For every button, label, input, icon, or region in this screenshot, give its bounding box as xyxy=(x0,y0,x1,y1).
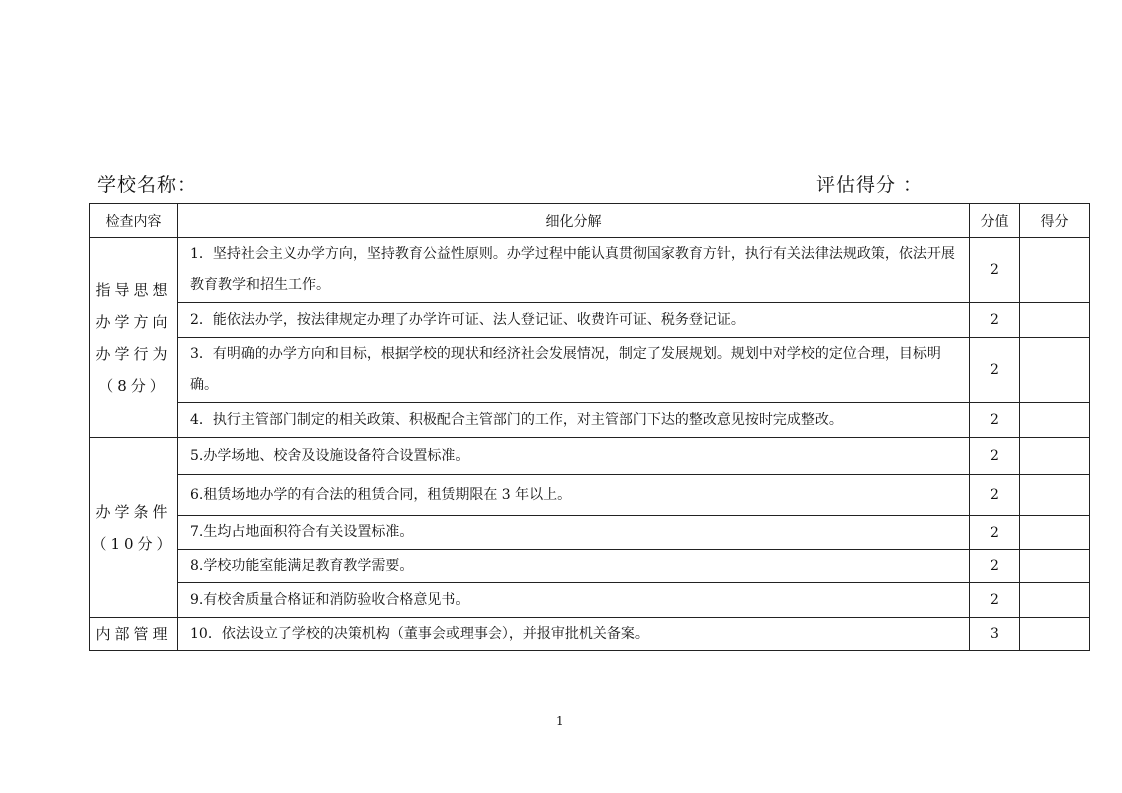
table-row xyxy=(90,516,1090,550)
value-cell: 3 xyxy=(970,618,1020,651)
value-cell: 2 xyxy=(970,338,1020,403)
category-cell xyxy=(90,238,178,438)
score-cell[interactable] xyxy=(1020,403,1090,438)
detail-cell: 7.生均占地面积符合有关设置标准。 xyxy=(178,516,970,550)
value-cell: 2 xyxy=(970,583,1020,618)
detail-cell: 5.办学场地、校舍及设施设备符合设置标准。 xyxy=(178,438,970,475)
value-cell: 2 xyxy=(970,475,1020,516)
school-name-label: 学校名称： xyxy=(97,174,198,196)
column-header-detail: 细化分解 xyxy=(178,204,970,238)
value-cell: 2 xyxy=(970,403,1020,438)
table-row xyxy=(90,438,1090,475)
score-cell[interactable] xyxy=(1020,338,1090,403)
category-line: 办学行为 xyxy=(95,344,172,363)
score-cell[interactable] xyxy=(1020,618,1090,651)
score-cell[interactable] xyxy=(1020,550,1090,583)
table-row xyxy=(90,618,1090,651)
value-cell: 2 xyxy=(970,516,1020,550)
score-cell[interactable] xyxy=(1020,583,1090,618)
detail-cell: 4．执行主管部门制定的相关政策、积极配合主管部门的工作，对主管部门下达的整改意见按时完成整改。 xyxy=(178,403,970,438)
table-row xyxy=(90,550,1090,583)
score-cell[interactable] xyxy=(1020,516,1090,550)
evaluation-table xyxy=(89,203,1090,651)
score-cell[interactable] xyxy=(1020,303,1090,338)
evaluation-score-label: 评估得分 ： xyxy=(816,174,924,196)
category-line: 内部管理 xyxy=(95,625,172,643)
category-cell xyxy=(90,438,178,618)
detail-cell: 3．有明确的办学方向和目标，根据学校的现状和经济社会发展情况，制定了发展规划。规划中对学校的定位合理，目标明确。 xyxy=(178,338,970,403)
detail-cell: 9.有校舍质量合格证和消防验收合格意见书。 xyxy=(178,583,970,618)
table-row xyxy=(90,403,1090,438)
column-header-score: 得分 xyxy=(1020,204,1090,238)
column-header-value: 分值 xyxy=(970,204,1020,238)
column-header-category: 检查内容 xyxy=(90,204,178,238)
detail-cell: 8.学校功能室能满足教育教学需要。 xyxy=(178,550,970,583)
category-line: 指导思想 xyxy=(95,280,172,299)
value-cell: 2 xyxy=(970,303,1020,338)
score-cell[interactable] xyxy=(1020,238,1090,303)
category-line: （10分） xyxy=(91,534,176,553)
score-cell[interactable] xyxy=(1020,475,1090,516)
value-cell: 2 xyxy=(970,438,1020,475)
category-line: 办学方向 xyxy=(95,312,172,331)
table-row xyxy=(90,583,1090,618)
detail-cell: 6.租赁场地办学的有合法的租赁合同，租赁期限在 3 年以上。 xyxy=(178,475,970,516)
detail-cell: 2．能依法办学，按法律规定办理了办学许可证、法人登记证、收费许可证、税务登记证。 xyxy=(178,303,970,338)
table-row xyxy=(90,238,1090,303)
value-cell: 2 xyxy=(970,550,1020,583)
category-cell xyxy=(90,618,178,651)
score-cell[interactable] xyxy=(1020,438,1090,475)
table-row xyxy=(90,303,1090,338)
table-row xyxy=(90,475,1090,516)
table-header-row xyxy=(90,204,1090,238)
detail-cell: 1．坚持社会主义办学方向，坚持教育公益性原则。办学过程中能认真贯彻国家教育方针，执行有关法律法规政策，依法开展教育教学和招生工作。 xyxy=(178,238,970,303)
category-line: 办学条件 xyxy=(95,502,172,521)
value-cell: 2 xyxy=(970,238,1020,303)
table-row xyxy=(90,338,1090,403)
page-number: 1 xyxy=(556,714,564,728)
category-line: （8分） xyxy=(98,376,169,395)
detail-cell: 10．依法设立了学校的决策机构（董事会或理事会），并报审批机关备案。 xyxy=(178,618,970,651)
